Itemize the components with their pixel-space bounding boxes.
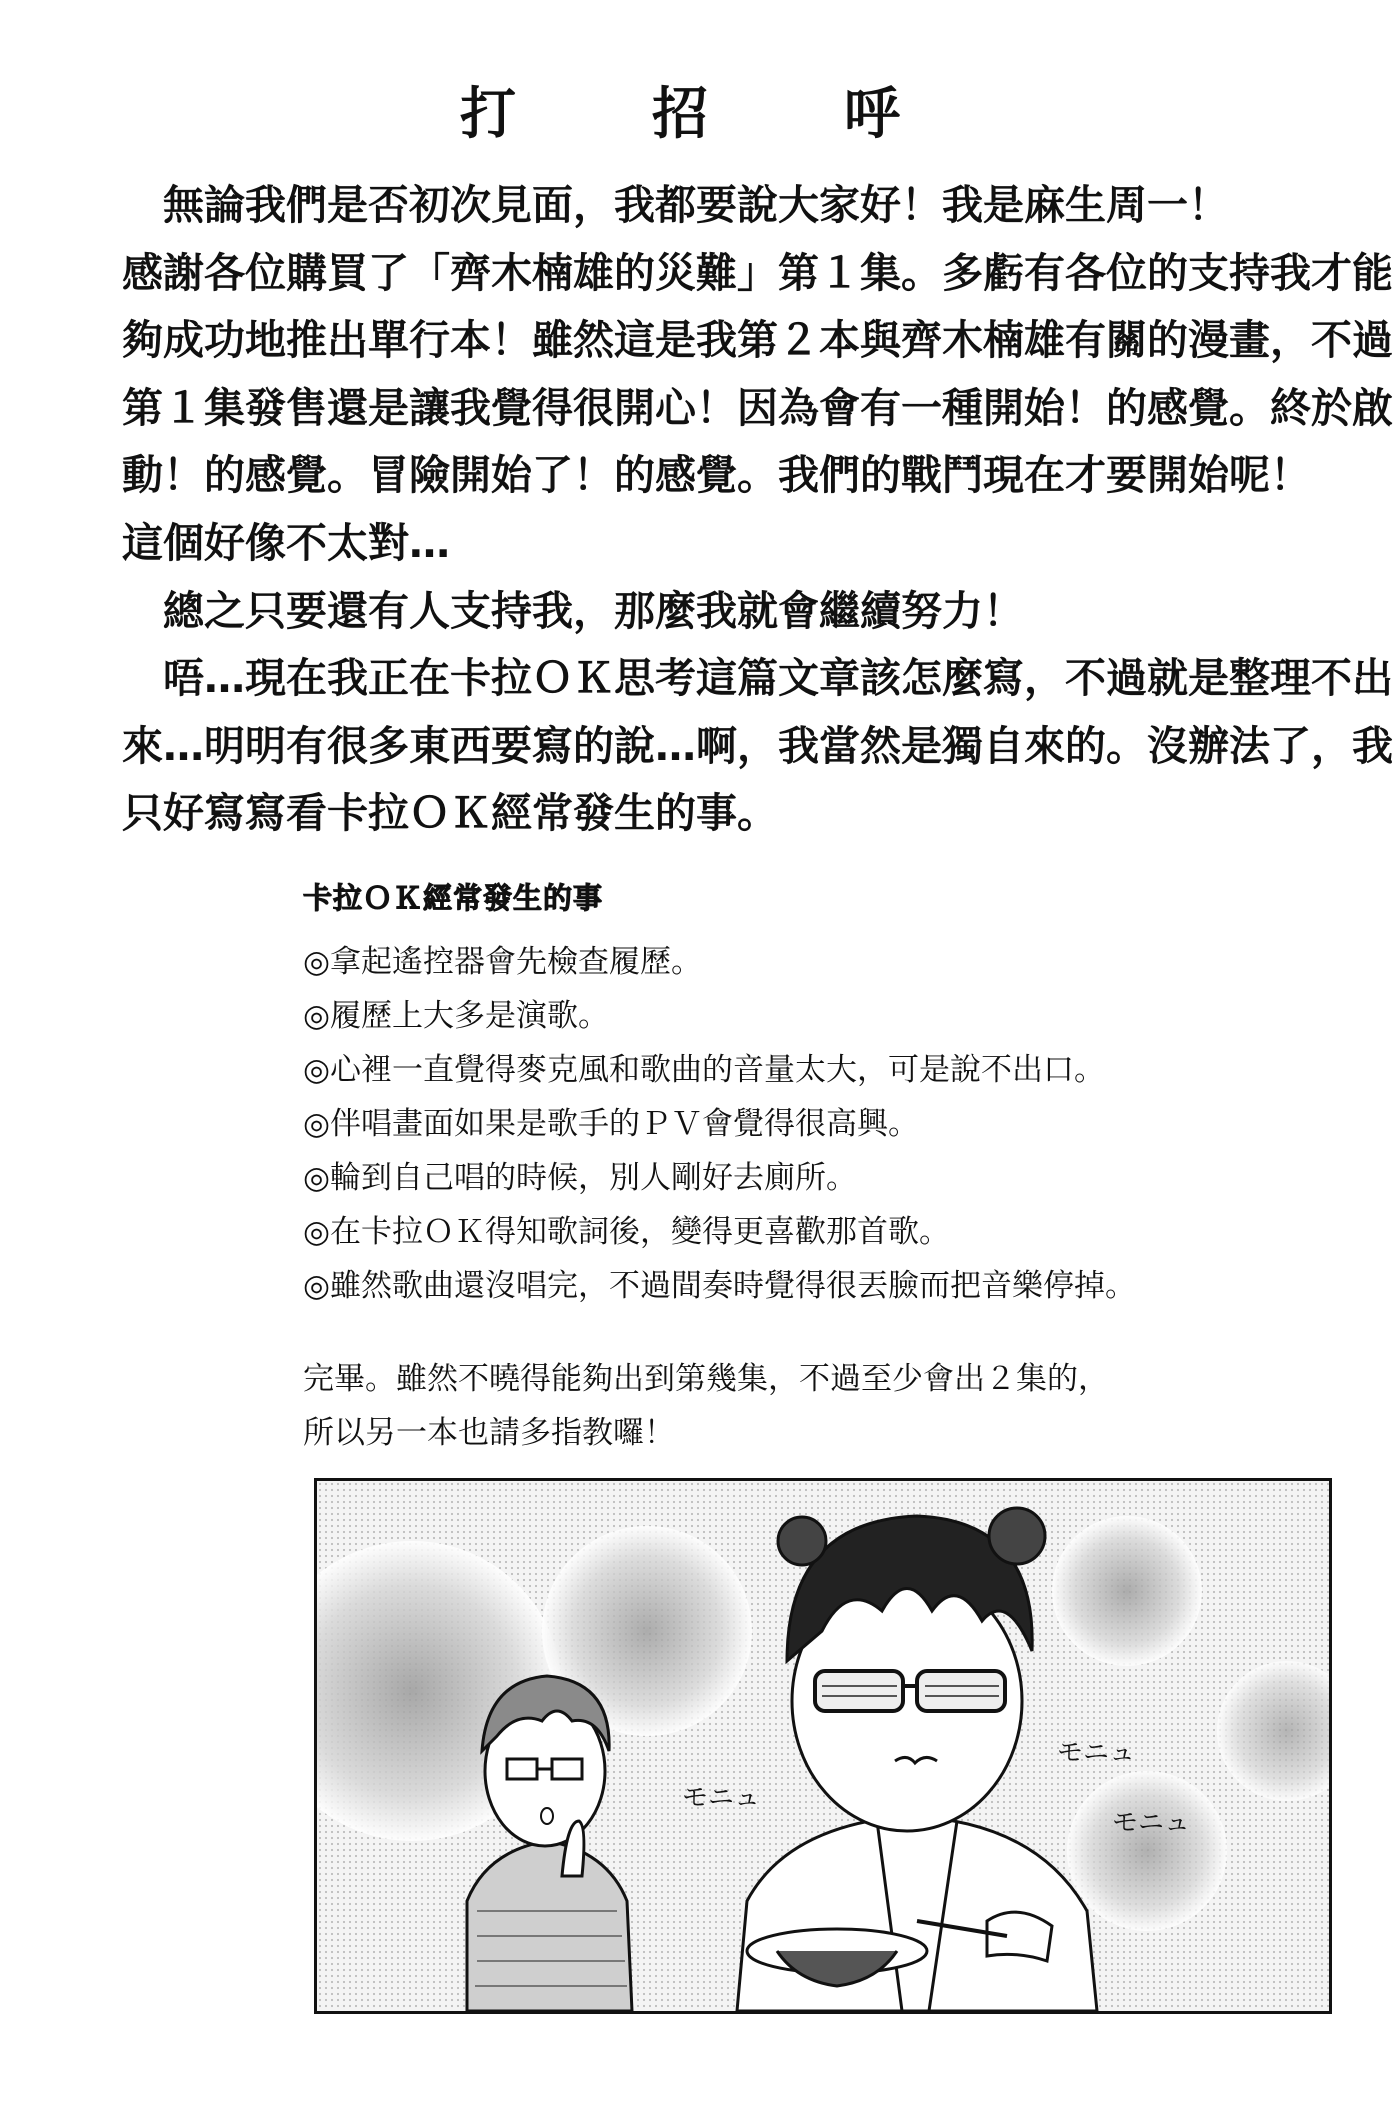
list-item: ◎在卡拉ＯＫ得知歌詞後，變得更喜歡那首歌。: [303, 1214, 951, 1250]
paragraph-line: 感謝各位購買了「齊木楠雄的災難」第１集。多虧有各位的支持我才能: [122, 248, 1393, 297]
closing-line: 完畢。雖然不曉得能夠出到第幾集，不過至少會出２集的，: [303, 1361, 1109, 1397]
manga-panel-illustration: [314, 1478, 1332, 2014]
sfx-text: モニュ: [1057, 1738, 1136, 1768]
paragraph-line: 只好寫寫看卡拉ＯＫ經常發生的事。: [122, 789, 778, 838]
list-item: ◎輪到自己唱的時候，別人剛好去廁所。: [303, 1160, 858, 1196]
greeting-body: [122, 172, 1393, 848]
list-item: ◎伴唱畫面如果是歌手的ＰＶ會覺得很高興。: [303, 1106, 920, 1142]
karaoke-list: [303, 876, 1303, 1313]
sfx-text: モニュ: [682, 1783, 761, 1813]
sfx-text: モニュ: [1112, 1808, 1191, 1838]
list-item: ◎拿起遙控器會先檢查履歷。: [303, 944, 703, 980]
paragraph-line: 動！的感覺。冒險開始了！的感覺。我們的戰鬥現在才要開始呢！: [122, 451, 1311, 500]
paragraph-line: 夠成功地推出單行本！雖然這是我第２本與齊木楠雄有關的漫畫，不過: [122, 316, 1393, 365]
paragraph-line: 第１集發售還是讓我覺得很開心！因為會有一種開始！的感覺。終於啟: [122, 383, 1393, 432]
list-items: [303, 935, 1303, 1313]
list-item: ◎履歷上大多是演歌。: [303, 998, 610, 1034]
paragraph-line: 這個好像不太對…: [122, 518, 450, 567]
page-title: 打 招 呼: [460, 82, 940, 147]
list-heading: 卡拉ＯＫ經常發生的事: [303, 881, 604, 915]
list-item: ◎雖然歌曲還沒唱完，不過間奏時覺得很丟臉而把音樂停掉。: [303, 1268, 1137, 1304]
paragraph-line: 無論我們是否初次見面，我都要說大家好！我是麻生周一！: [163, 181, 1229, 229]
panel-artwork: [317, 1481, 1329, 2011]
list-item: ◎心裡一直覺得麥克風和歌曲的音量太大，可是說不出口。: [303, 1052, 1106, 1088]
background-bubble: [1067, 1771, 1227, 1931]
closing-text: [303, 1352, 1303, 1460]
paragraph-line: 來…明明有很多東西要寫的說…啊，我當然是獨自來的。沒辦法了，我: [122, 721, 1393, 770]
closing-line: 所以另一本也請多指教囉！: [303, 1415, 675, 1451]
background-bubble: [1052, 1516, 1202, 1666]
paragraph-line: 總之只要還有人支持我，那麼我就會繼續努力！: [163, 586, 1024, 635]
paragraph-line: 唔…現在我正在卡拉ＯＫ思考這篇文章該怎麼寫，不過就是整理不出: [163, 654, 1393, 703]
